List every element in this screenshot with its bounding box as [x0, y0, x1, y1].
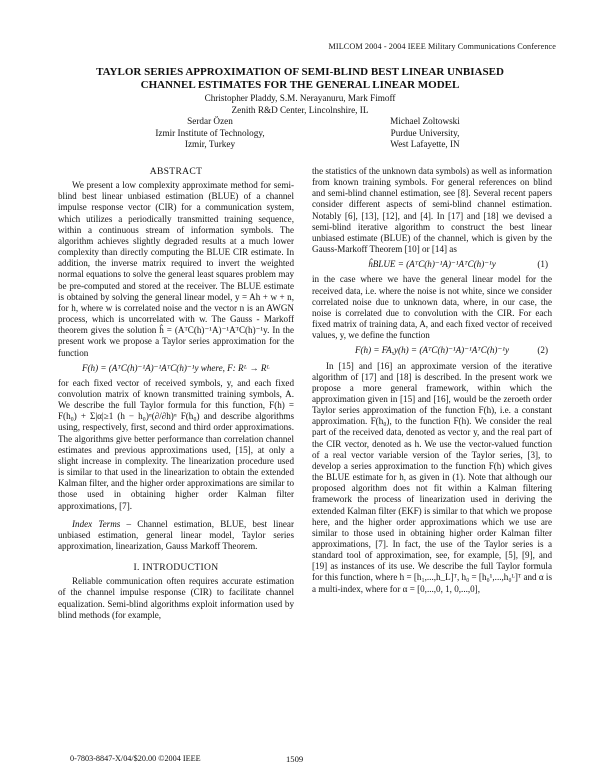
affiliation-right-location: West Lafayette, IN [390, 139, 460, 150]
left-column [58, 166, 294, 621]
author-names: Christopher Pladdy, S.M. Nerayanuru, Mark Fimoff [204, 93, 396, 103]
paper-title [60, 66, 540, 91]
affiliation-left-institution: Izmir Institute of Technology, [155, 127, 265, 138]
equation-1-number: (1) [537, 259, 548, 270]
right-paragraph-2: in the case where we have the general linear model for the received data, i.e. where the noise is not white, since we consider correlated noise due to unknown data, where, in our case, the noise is correlated due to convolution with the CIR. For each fixed matrix of training data, A, and each fixed vector of received values, y, we define the function [312, 274, 552, 341]
right-paragraph-3: In [15] and [16] an approximate version of the iterative algorithm of [17] and [18] is described. In the present work we propose a more general framework, within which the approximation given in [15] and [16], would be the zeroeth order Taylor series approximation of the function F(h), i.e. a constant approximation. F(h₀), to the function F(h). We consider the real part of the received data, denoted as vector y, and the real part of the CIR vector, denoted as h. We use the vector-valued function of a real vector variable version of the Taylor series, [3], to develop a series approximation to the function F(h) which gives the BLUE estimate for h, as given in (1). Note that although our proposed algorithm does not fit within a Kalman filtering framework the process of linearization used in deriving the extended Kalman filter (EKF) is similar to that which we propose here, and the higher order approximations which we use are similar to those used in obtaining higher order Kalman filter approximations, [7]. In fact, the use of the Taylor series is a standard tool of approximation, see, for example, [5], [9], and [19] as instances of its use. We describe the full Taylor formula for this function, where h = [h₁,...,h_L]ᵀ, h₀ = [h₀¹,...,h₀ᴸ]ᵀ and α is a multi-index, where for α = [0,...,0, 1, 0,...,0], [312, 360, 552, 594]
affiliation-right [330, 116, 520, 151]
author-affiliation: Zenith R&D Center, Lincolnshire, IL [231, 104, 369, 115]
index-terms-label: Index Terms [72, 518, 121, 529]
introduction-heading: I. INTRODUCTION [133, 562, 219, 574]
footer-isbn: 0-7803-8847-X/04/$20.00 ©2004 IEEE [70, 754, 201, 763]
title-line-2: CHANNEL ESTIMATES FOR THE GENERAL LINEAR MODEL [140, 78, 460, 91]
introduction-paragraph-1: Reliable communication often requires accurate estimation of the channel impulse response (CIR) to facilitate channel equalization. Semi-blind algorithms exploit information used by blind methods (for example, [58, 576, 294, 620]
abstract-paragraph-2: for each fixed vector of received symbols, y, and each fixed convolution matrix of known transmitted training symbols, A. We describe the full Taylor formula for this function, F(h) = F(h₀) + Σ|α|≥1 (h − h₀)ᵅ(∂/∂h)ᵅ F(h₀) and describe algorithms using, respectively, first, second and third order approximations. The algorithms give better performance than correlation channel estimates and previous approximations used, [15], at only a slight increase in complexity. The linearization procedure used is similar to that used in the linearization to obtain the extended Kalman filter, and the higher order approximations are similar to those used in obtaining higher order Kalman filter approximations, [7]. [58, 377, 294, 511]
abstract-paragraph-1: We present a low complexity approximate method for semi-blind best linear unbiased estimation (BLUE) of a channel impulse response vector (CIR) for a communication system, which utilizes a periodically transmitted training sequence, within a continuous stream of information symbols. The algorithm achieves slightly degraded results at a much lower complexity than directly computing the BLUE CIR estimate. In addition, the inverse matrix required to invert the weighted normal equations to solve the general least squares problem may be pre-computed and stored at the receiver. The BLUE estimate is obtained by solving the general linear model, y = Ah + w + n, for h, where w is correlated noise and the vector n is an AWGN process, which is uncorrelated with w. The Gauss - Markoff theorem gives the solution ĥ = (AᵀC(h)⁻¹A)⁻¹AᵀC(h)⁻¹y. In the present work we propose a Taylor series approximation for the function [58, 180, 294, 358]
index-terms [58, 519, 294, 552]
index-terms-text: – Channel estimation, BLUE, best linear unbiased estimation, general linear model, Taylor series approximation, linearization, Gauss Markoff Theorem. [58, 518, 294, 551]
right-paragraph-1: the statistics of the unknown data symbols) as well as information from known training symbols. For general references on blind and semi-blind channel estimation, see [8]. Several recent papers consider different aspects of semi-blind channel estimation. Notably [6], [13], [12], and [4]. In [17] and [18] we devised a semi-blind iterative algorithm to construct the best linear unbiased estimate (BLUE) of the channel, which is given by the Gauss-Markoff Theorem [10] or [14] as [312, 166, 552, 255]
equation-2-number: (2) [537, 345, 548, 356]
affiliation-left [120, 116, 300, 151]
affiliation-left-name: Serdar Özen [187, 116, 233, 126]
title-line-1: TAYLOR SERIES APPROXIMATION OF SEMI-BLIND BEST LINEAR UNBIASED [96, 66, 504, 78]
equation-1 [312, 259, 552, 270]
abstract-equation: F(h) = (AᵀC(h)⁻¹A)⁻¹AᵀC(h)⁻¹y where, F: Rᴸ → Rᴸ [81, 362, 271, 373]
equation-1-body: ĥBLUE = (AᵀC(h)⁻¹A)⁻¹AᵀC(h)⁻¹y [368, 259, 496, 270]
equation-2-body: F(h) = FA,y(h) = (AᵀC(h)⁻¹A)⁻¹AᵀC(h)⁻¹y [354, 345, 510, 356]
abstract-heading: ABSTRACT [149, 166, 203, 177]
conference-header: MILCOM 2004 - 2004 IEEE Military Communications Conference [328, 42, 556, 51]
page-number: 1509 [286, 754, 304, 764]
equation-2 [312, 345, 552, 356]
affiliation-right-name: Michael Zoltowski [390, 116, 460, 126]
affiliation-left-location: Izmir, Turkey [184, 139, 236, 150]
author-block [60, 93, 540, 116]
affiliation-right-institution: Purdue University, [390, 127, 460, 138]
right-column [312, 166, 552, 595]
